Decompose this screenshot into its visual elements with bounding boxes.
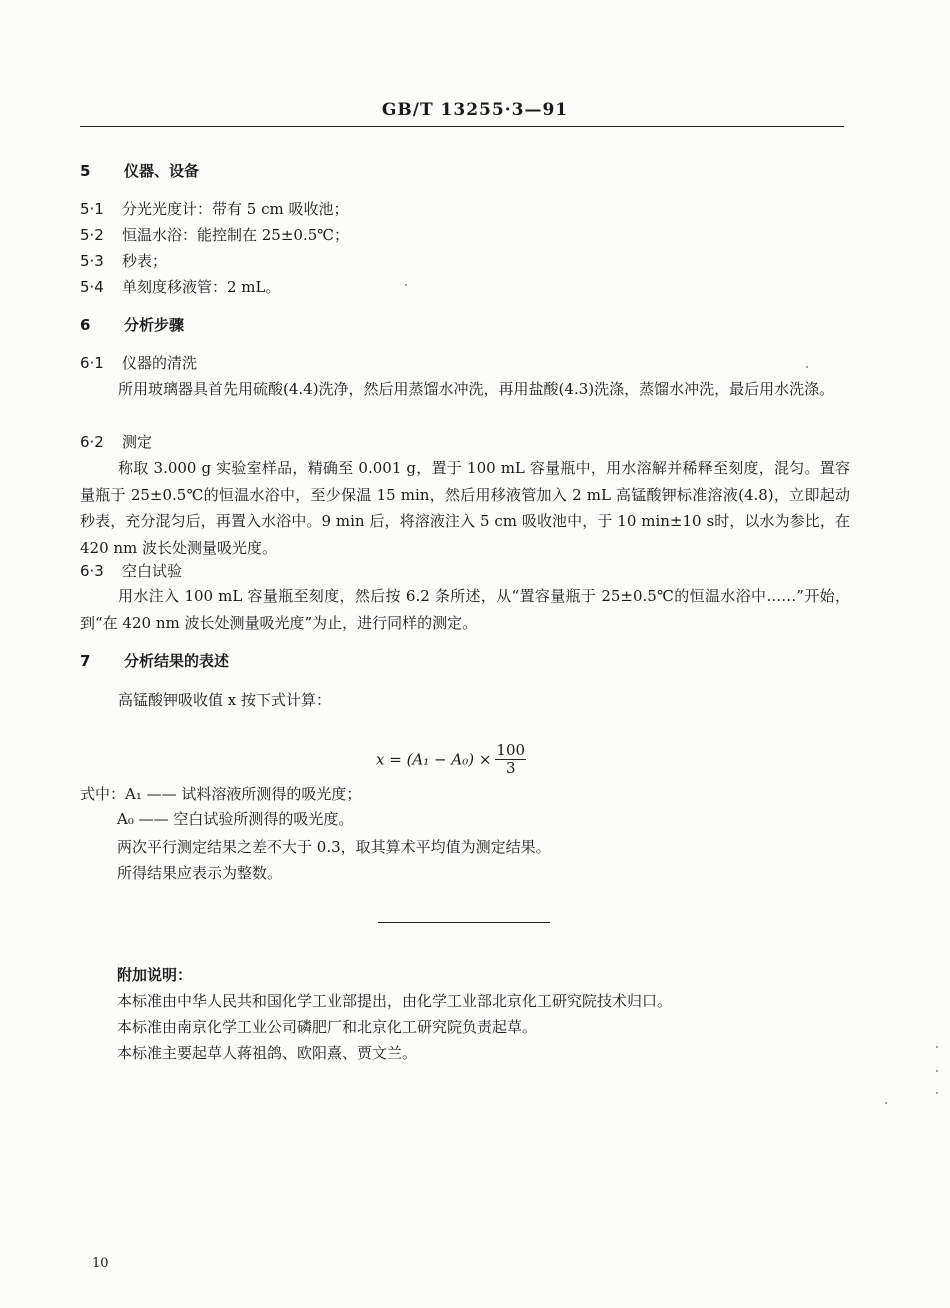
formula bbox=[376, 742, 526, 777]
section-7-number: 7 bbox=[80, 652, 91, 670]
subsection-6-2-body: 称取 3.000 g 实验室样品，精确至 0.001 g，置于 100 mL 容量瓶中，用水溶解并稀释至刻度，混匀。置容量瓶于 25±0.5℃的恒温水浴中，至少保温 15 min，然后用移液管加入 2 mL 高锰酸钾标准溶液(4.8)，立即起动秒表，充分混匀后，再置入水浴中。9 min 后，将溶液注入 5 cm 吸收池中，于 10 min±10 s时，以水为参比，在 420 nm 波长处测量吸光度。 bbox=[80, 459, 850, 557]
subsection-6-2-number: 6·2 bbox=[80, 433, 104, 451]
item-5-3-text: 秒表； bbox=[122, 252, 168, 270]
item-5-3 bbox=[80, 250, 167, 271]
subsection-6-3-number: 6·3 bbox=[80, 562, 104, 580]
section-7-heading bbox=[80, 650, 229, 671]
section-6-number: 6 bbox=[80, 316, 91, 334]
subsection-6-1-title: 仪器的清洗 bbox=[122, 354, 198, 372]
item-5-2 bbox=[80, 224, 349, 245]
notes-line-3: 本标准主要起草人蒋祖鸽、欧阳熹、贾文兰。 bbox=[117, 1044, 418, 1062]
item-5-2-text: 恒温水浴：能控制在 25±0.5℃； bbox=[122, 226, 350, 244]
header-rule bbox=[80, 126, 844, 127]
section-5-number: 5 bbox=[80, 162, 91, 180]
subsection-6-1-heading bbox=[80, 352, 197, 373]
subsection-6-3-title: 空白试验 bbox=[122, 562, 183, 580]
section-7-title: 分析结果的表述 bbox=[124, 652, 230, 670]
item-5-4-number: 5·4 bbox=[80, 278, 104, 296]
subsection-6-3-heading bbox=[80, 560, 182, 581]
subsection-6-2-heading bbox=[80, 431, 152, 452]
formula-denominator: 3 bbox=[505, 759, 516, 777]
scan-speck bbox=[806, 366, 808, 368]
subsection-6-2-title: 测定 bbox=[122, 433, 153, 451]
item-5-4 bbox=[80, 276, 281, 297]
section-6-title: 分析步骤 bbox=[124, 316, 185, 334]
subsection-6-1-number: 6·1 bbox=[80, 354, 104, 372]
item-5-4-text: 单刻度移液管：2 mL。 bbox=[122, 278, 281, 296]
where-line-a1: 式中：A₁ —— 试料溶液所测得的吸光度； bbox=[80, 785, 362, 803]
formula-intro: 高锰酸钾吸收值 x 按下式计算： bbox=[118, 691, 331, 709]
item-5-1-number: 5·1 bbox=[80, 200, 104, 218]
formula-numerator: 100 bbox=[496, 741, 526, 759]
formula-fraction bbox=[495, 742, 526, 777]
item-5-1-text: 分光光度计：带有 5 cm 吸收池； bbox=[122, 200, 349, 218]
standard-number-header: GB/T 13255·3—91 bbox=[381, 100, 569, 120]
subsection-6-3-body: 用水注入 100 mL 容量瓶至刻度，然后按 6.2 条所述，从“置容量瓶于 25±0.5℃的恒温水浴中……”开始，到“在 420 nm 波长处测量吸光度”为止，进行同样的测定。 bbox=[80, 587, 850, 632]
result-line-1: 两次平行测定结果之差不大于 0.3，取其算术平均值为测定结果。 bbox=[117, 838, 551, 856]
section-5-heading bbox=[80, 160, 199, 181]
notes-title: 附加说明： bbox=[117, 966, 193, 984]
item-5-2-number: 5·2 bbox=[80, 226, 104, 244]
item-5-1 bbox=[80, 198, 348, 219]
formula-lhs: x = (A₁ − A₀) × bbox=[376, 750, 492, 769]
page-number: 10 bbox=[92, 1256, 109, 1271]
where-line-a0: A₀ —— 空白试验所测得的吸光度。 bbox=[117, 810, 354, 828]
subsection-6-1-body: 所用玻璃器具首先用硫酸(4.4)洗净，然后用蒸馏水冲洗，再用盐酸(4.3)洗涤，蒸馏水冲洗，最后用水洗涤。 bbox=[118, 380, 835, 398]
scan-speck bbox=[885, 1102, 887, 1104]
section-5-title: 仪器、设备 bbox=[124, 162, 200, 180]
section-6-heading bbox=[80, 314, 184, 335]
scan-speck bbox=[936, 1092, 938, 1094]
item-5-3-number: 5·3 bbox=[80, 252, 104, 270]
notes-line-1: 本标准由中华人民共和国化学工业部提出，由化学工业部北京化工研究院技术归口。 bbox=[117, 992, 673, 1010]
scan-speck bbox=[936, 1070, 938, 1072]
result-line-2: 所得结果应表示为整数。 bbox=[117, 864, 283, 882]
scan-speck bbox=[936, 1046, 938, 1048]
scan-speck bbox=[405, 284, 407, 286]
notes-line-2: 本标准由南京化学工业公司磷肥厂和北京化工研究院负责起草。 bbox=[117, 1018, 538, 1036]
end-rule bbox=[378, 922, 550, 923]
